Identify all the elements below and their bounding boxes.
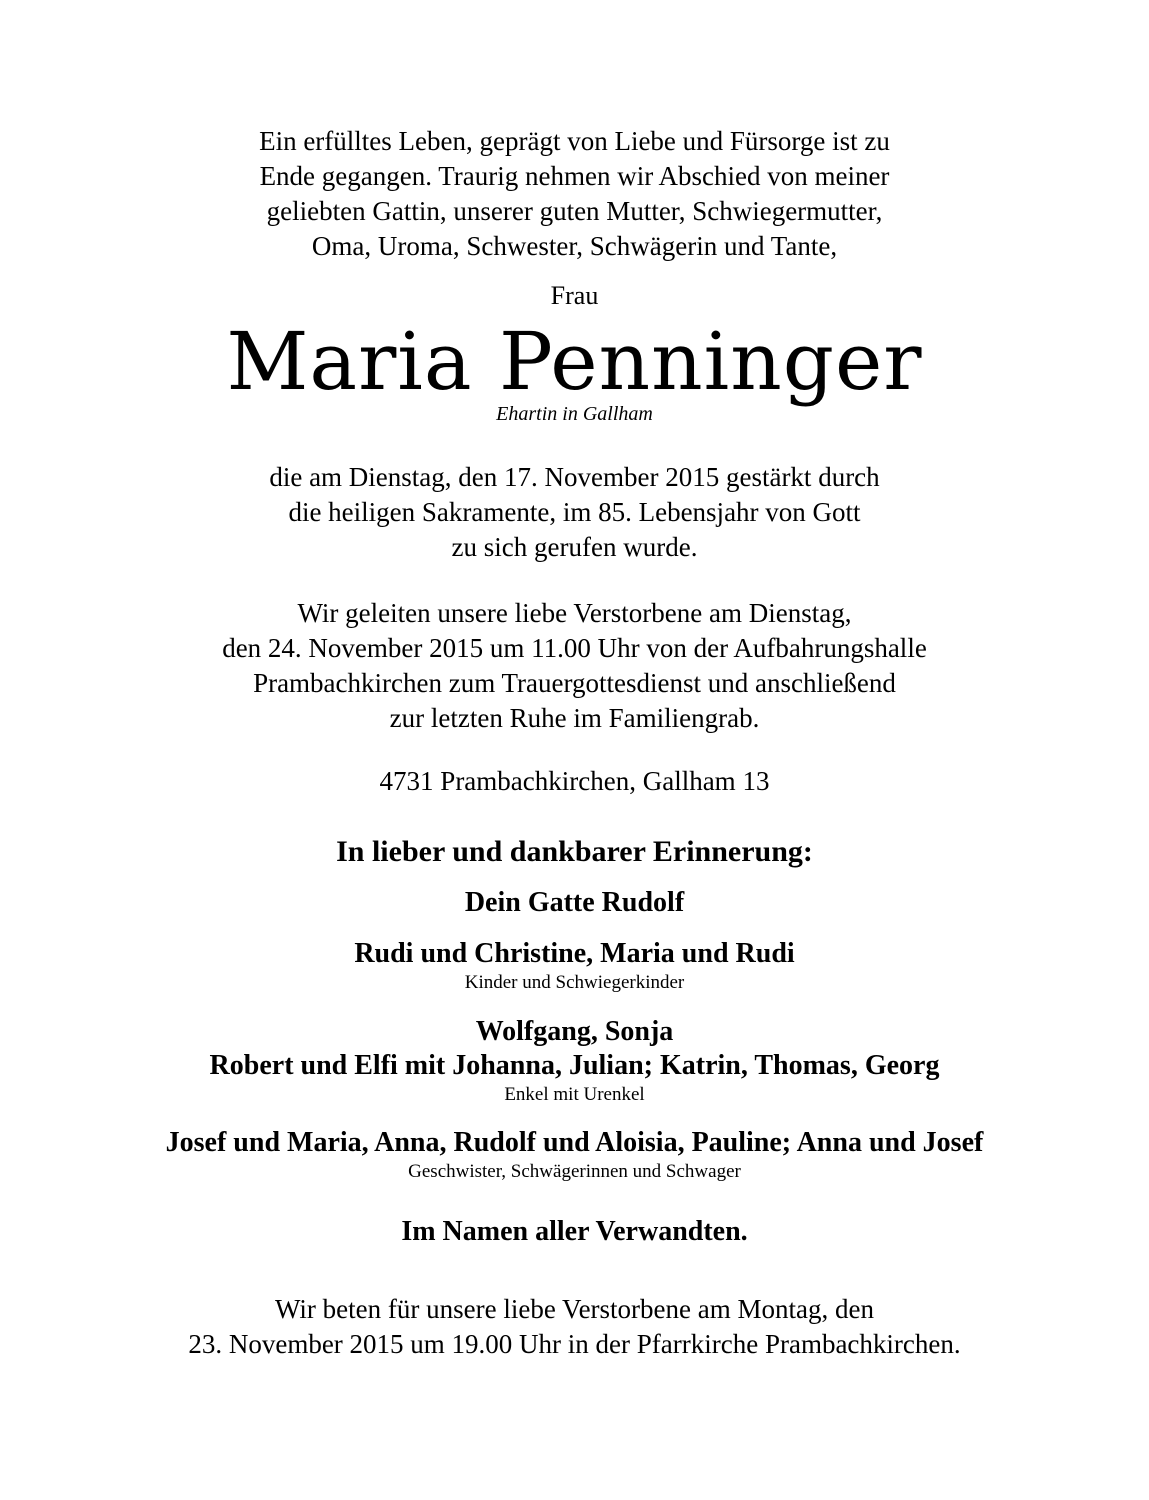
funeral-notice-line: zur letzten Ruhe im Familiengrab.	[389, 703, 760, 733]
siblings-relation: Geschwister, Schwägerinnen und Schwager	[408, 1161, 741, 1182]
grandchildren-line: Robert und Elfi mit Johanna, Julian; Katrin, Thomas, Georg	[209, 1050, 940, 1081]
intro-line: Oma, Uroma, Schwester, Schwägerin und Tante,	[311, 231, 838, 261]
siblings-group	[0, 1126, 1149, 1184]
funeral-notice-line: Prambachkirchen zum Trauergottesdienst und anschließend	[253, 668, 896, 698]
intro-text	[0, 124, 1149, 264]
children-names: Rudi und Christine, Maria und Rudi	[354, 938, 795, 969]
prayer-notice	[0, 1292, 1149, 1362]
deceased-name: Maria Penninger	[226, 315, 923, 408]
death-notice-line: die heiligen Sakramente, im 85. Lebensjahr von Gott	[288, 497, 861, 527]
death-notice-line: zu sich gerufen wurde.	[451, 532, 698, 562]
siblings-names: Josef und Maria, Anna, Rudolf und Aloisia, Pauline; Anna und Josef	[165, 1127, 984, 1158]
spouse-name: Dein Gatte Rudolf	[464, 887, 685, 918]
relatives-closing: Im Namen aller Verwandten.	[401, 1216, 748, 1247]
intro-line: Ende gegangen. Traurig nehmen wir Abschied von meiner	[259, 161, 890, 191]
address: 4731 Prambachkirchen, Gallham 13	[379, 766, 770, 796]
prayer-notice-line: Wir beten für unsere liebe Verstorbene am Montag, den	[275, 1294, 874, 1324]
children-group	[0, 937, 1149, 995]
grandchildren-group	[0, 1015, 1149, 1107]
salutation: Frau	[550, 281, 599, 310]
death-notice-line: die am Dienstag, den 17. November 2015 gestärkt durch	[269, 462, 880, 492]
funeral-notice	[0, 596, 1149, 736]
deceased-subtitle: Ehartin in Gallham	[496, 403, 653, 425]
funeral-notice-line: Wir geleiten unsere liebe Verstorbene am Dienstag,	[297, 598, 852, 628]
grandchildren-line: Wolfgang, Sonja	[475, 1016, 674, 1047]
intro-line: geliebten Gattin, unserer guten Mutter, Schwiegermutter,	[266, 196, 883, 226]
prayer-notice-line: 23. November 2015 um 19.00 Uhr in der Pfarrkirche Prambachkirchen.	[188, 1329, 961, 1359]
intro-line: Ein erfülltes Leben, geprägt von Liebe und Fürsorge ist zu	[259, 126, 890, 156]
memory-heading: In lieber und dankbarer Erinnerung:	[336, 835, 813, 868]
children-relation: Kinder und Schwiegerkinder	[464, 972, 685, 993]
death-notice	[0, 460, 1149, 565]
grandchildren-relation: Enkel mit Urenkel	[504, 1084, 645, 1105]
funeral-notice-line: den 24. November 2015 um 11.00 Uhr von der Aufbahrungshalle	[222, 633, 927, 663]
